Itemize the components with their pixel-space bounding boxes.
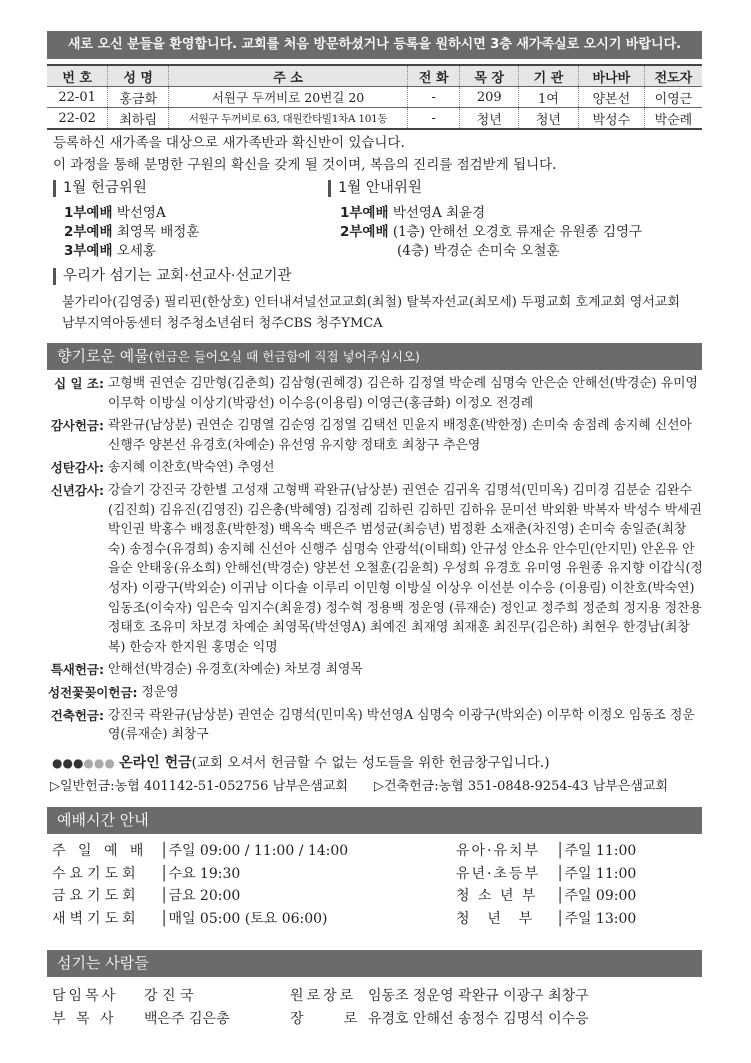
worship-row: 유년·초등부 │주일 11:00 (456, 863, 636, 886)
worship-label: 새벽기도회 (52, 910, 140, 927)
worship-schedule-left (52, 840, 348, 930)
service-label: 2부예배 (340, 224, 389, 240)
worship-row: 수요기도회 │수요 19:30 (52, 863, 348, 886)
pastor-row (52, 1008, 230, 1031)
worship-label: 주 일 예 배 (52, 843, 148, 859)
welcome-banner: 새로 오신 분들을 환영합니다. 교회를 처음 방문하셨거나 등록을 원하시면 3층 새가족실로 오시기 바랍니다. (47, 31, 702, 59)
offering-list (48, 374, 703, 748)
col-header-phone: 전 화 (408, 65, 460, 87)
role-label: 부 목 사 (52, 1010, 117, 1027)
offering-names: 안해선(박경순) 유경호(차예순) 차보경 최영목 (108, 662, 363, 678)
new-member-note: 등록하신 새가족을 대상으로 새가족반과 확신반이 있습니다. (53, 135, 405, 151)
table-cell: 이영근 (644, 87, 702, 108)
offering-label: 특새헌금: (50, 662, 104, 678)
worship-banner (47, 807, 702, 834)
cash-committee-row (64, 239, 156, 259)
account-general: ▷일반헌금:농협 401142-51-052756 남부은샘교회 (50, 779, 348, 794)
pastors (52, 985, 230, 1030)
worship-label: 청 년 부 (456, 910, 533, 927)
col-header-group: 목 장 (460, 65, 519, 87)
guide-committee-row (397, 239, 559, 259)
table-cell: 22-02 (47, 108, 108, 130)
online-offering-title: 온라인 헌금 (119, 755, 192, 771)
role-names: 임동조 정운영 곽완규 이광구 최창구 (368, 988, 589, 1004)
role-names: 유경호 안해선 송정수 김명석 이수응 (368, 1010, 589, 1027)
offering-label: 건축헌금: (50, 707, 104, 723)
offering-label: 신년감사: (50, 482, 104, 498)
pastor-row (52, 985, 230, 1008)
role-label: 원로장로 (290, 988, 357, 1004)
new-member-note: 이 과정을 통해 분명한 구원의 확신을 갖게 될 것이며, 복음의 진리를 점검받게 됩니다. (53, 157, 557, 173)
committee-names: 박선영A 최윤경 (392, 205, 486, 221)
offering-names: 곽완규(남상분) 권연순 김명열 김순영 김정열 김택선 민윤지 배정훈(박한정) 손미숙 송점례 송지혜 신선아 신행주 양본선 유경호(차예순) 유선영 유지향 정태호 최창구 추은영 (108, 418, 692, 453)
col-header-address: 주 소 (169, 65, 408, 87)
worship-row: 금요기도회 │금요 20:00 (52, 885, 348, 908)
worship-label: 유아·유치부 (456, 843, 541, 859)
table-cell: 1여 (519, 87, 579, 108)
worship-row: 새벽기도회 │매일 05:00 (토요 06:00) (52, 908, 348, 931)
offering-label: 감사헌금: (50, 418, 104, 434)
table-cell: 홍금화 (108, 87, 169, 108)
dots-icon: ●●●●●● (52, 756, 115, 770)
committee-names: 박선영A (116, 205, 166, 221)
worship-label: 수요기도회 (52, 865, 140, 882)
offering-names: 송지혜 이찬호(박숙연) 추영선 (108, 460, 275, 476)
new-member-table (47, 64, 702, 130)
mission-title: 우리가 섬기는 교회·선교사·선교기관 (53, 268, 292, 285)
table-cell: 청년 (460, 108, 519, 130)
offering-names: 정운영 (141, 684, 179, 700)
worship-time: 주일 13:00 (564, 910, 637, 927)
cash-committee-row (64, 201, 166, 221)
offering-names: 강진국 곽완규(남상분) 권연순 김명석(민미옥) 박선영A 심명숙 이광구(박외순) 이무학 이정오 임동조 정운영(류재순) 최창구 (108, 707, 695, 743)
guide-committee-row (340, 201, 485, 221)
committee-names: 최영목 배정훈 (116, 224, 200, 240)
mission-line: 불가리아(김영중) 필리핀(한상호) 인터내셔널선교교회(최철) 탈북자선교(최모세) 두평교회 호계교회 영서교회 (62, 295, 680, 310)
table-cell: 박순례 (644, 108, 702, 130)
col-header-evangelist: 전도자 (644, 65, 702, 87)
role-names: 백은주 김은총 (144, 1010, 230, 1027)
table-row (47, 87, 702, 108)
col-header-number: 번 호 (47, 65, 108, 87)
table-cell: 양본선 (578, 87, 644, 108)
table-cell: 서원구 두꺼비로 63, 대원칸타빌1차A 101동 (169, 108, 408, 130)
worship-time: 금요 20:00 (168, 888, 241, 904)
offering-row (48, 374, 703, 413)
elders (290, 985, 589, 1030)
offering-row (48, 706, 703, 745)
account-building: ▷건축헌금:농협 351-0848-9254-43 남부은샘교회 (374, 779, 669, 794)
col-header-department: 기 관 (519, 65, 579, 87)
worship-time: 수요 19:30 (168, 865, 241, 882)
worship-row: 청 소 년 부 │주일 09:00 (456, 885, 636, 908)
offering-row (48, 481, 703, 657)
elder-row (290, 1008, 589, 1031)
offering-row (48, 660, 703, 680)
committee-names: (1층) 안해선 오경호 류재순 유원종 김영구 (392, 224, 643, 240)
worship-time: 주일 11:00 (564, 865, 637, 882)
table-cell: 서원구 두꺼비로 20번길 20 (169, 87, 408, 108)
offering-label: 성전꽃꽂이헌금: (48, 684, 138, 700)
service-label: 1부예배 (340, 205, 389, 221)
role-label: 장 로 (290, 1010, 361, 1027)
worship-schedule-right (456, 840, 636, 930)
role-label: 담임목사 (52, 988, 119, 1004)
servants-banner (47, 950, 702, 977)
col-header-barnabas: 바나바 (578, 65, 644, 87)
offering-row (48, 458, 703, 478)
table-cell: 22-01 (47, 87, 108, 108)
worship-time: 주일 09:00 (564, 888, 637, 904)
table-cell: 209 (460, 87, 519, 108)
guide-committee-row (340, 220, 642, 240)
worship-time: 매일 05:00 (토요 06:00) (168, 910, 328, 927)
offering-row (48, 416, 703, 455)
offering-banner (47, 343, 702, 370)
worship-label: 유년·초등부 (456, 865, 541, 882)
worship-row: 유아·유치부 │주일 11:00 (456, 840, 636, 863)
role-names: 강 진 국 (144, 988, 194, 1004)
worship-time: 주일 11:00 (564, 843, 637, 859)
table-cell: - (408, 108, 460, 130)
online-offering-text: (교회 오셔서 헌금할 수 없는 성도들을 위한 헌금창구입니다.) (191, 755, 550, 771)
elder-row (290, 985, 589, 1008)
online-offering-line (52, 751, 550, 772)
offering-names: 강슬기 강진국 강한별 고성재 고형백 곽완규(남상분) 권연순 김귀옥 김명석(민미옥) 김미경 김분순 김완수(김진희) 김유진(김영진) 김은총(박혜영) 김정례 김하린 김하민 김하유 문미선 박외환 박복자 박성수 박세권 박인권 박홍수 배정훈(박한정) 백옥숙 백은주 범성균(최승년) 범정환 소재춘(차진영) 손미숙 송일준(최창숙) 송정수(유경희) 송지혜 신선아 신행주 심명숙 안광석(이태희) 안규성 안소유 안수민(안지민) 안온유 안을순 안태웅(유소희) 안해선(박경순) 양본선 오철훈(김윤희) 우성희 유경호 유미영 유원종 유지향 이갑식(정성자) 이광구(박외순) 이귀남 이다솔 이루리 이민형 이방실 이상우 이선분 이수응 (이용림) 이찬호(박숙연) 임동조(이숙자) 임은숙 임지수(최윤경) 정수혁 정용백 정운영 (류재순) 정인교 정주희 정준희 정지용 정찬용 정태호 조유미 차보경 차예순 최영목(박선영A) 최예진 최재영 최재훈 최진무(김은하) 최현우 한경남(최창복) 한승자 한지원 홍명순 익명 (108, 482, 703, 655)
worship-title: 예배시간 안내 (57, 811, 149, 829)
cash-committee-row (64, 220, 199, 240)
worship-row: 청 년 부 │주일 13:00 (456, 908, 636, 931)
table-cell: - (408, 87, 460, 108)
offering-names: 고형백 권연순 김만형(김춘희) 김삼형(권혜경) 김은하 김정열 박순례 심명숙 안은순 안해선(박경순) 유미영 이무학 이방실 이상기(박광선) 이수응(이용림) 이영근(홍금화) 이정오 전경례 (108, 376, 698, 411)
worship-time: 주일 09:00 / 11:00 / 14:00 (168, 843, 349, 859)
servants-title: 섬기는 사람들 (57, 954, 149, 972)
committee-names: 오세홍 (116, 243, 156, 259)
worship-row: 주 일 예 배 │주일 09:00 / 11:00 / 14:00 (52, 840, 348, 863)
cash-committee-title: 1월 헌금위원 (53, 180, 147, 197)
offering-label: 십 일 조: (54, 376, 104, 391)
service-label: 3부예배 (64, 243, 113, 259)
service-label: 1부예배 (64, 205, 113, 221)
table-cell: 최하림 (108, 108, 169, 130)
offering-label: 성탄감사: (50, 460, 104, 476)
col-header-name: 성 명 (108, 65, 169, 87)
worship-label: 청 소 년 부 (456, 888, 538, 904)
worship-label: 금요기도회 (52, 888, 140, 904)
guide-committee-title: 1월 안내위원 (328, 180, 422, 197)
service-label: 2부예배 (64, 224, 113, 240)
table-cell: 청년 (519, 108, 579, 130)
table-header-row (47, 65, 702, 87)
offering-title: 향기로운 예물 (57, 347, 149, 365)
table-row (47, 108, 702, 130)
offering-subtitle: (헌금은 들어오실 때 헌금함에 직접 넣어주십시오) (148, 349, 420, 364)
offering-row (48, 683, 703, 703)
table-cell: 박성수 (578, 108, 644, 130)
mission-line: 남부지역아동센터 청주청소년쉼터 청주CBS 청주YMCA (62, 316, 383, 331)
committee-names: (4층) 박경순 손미숙 오철훈 (397, 243, 560, 259)
